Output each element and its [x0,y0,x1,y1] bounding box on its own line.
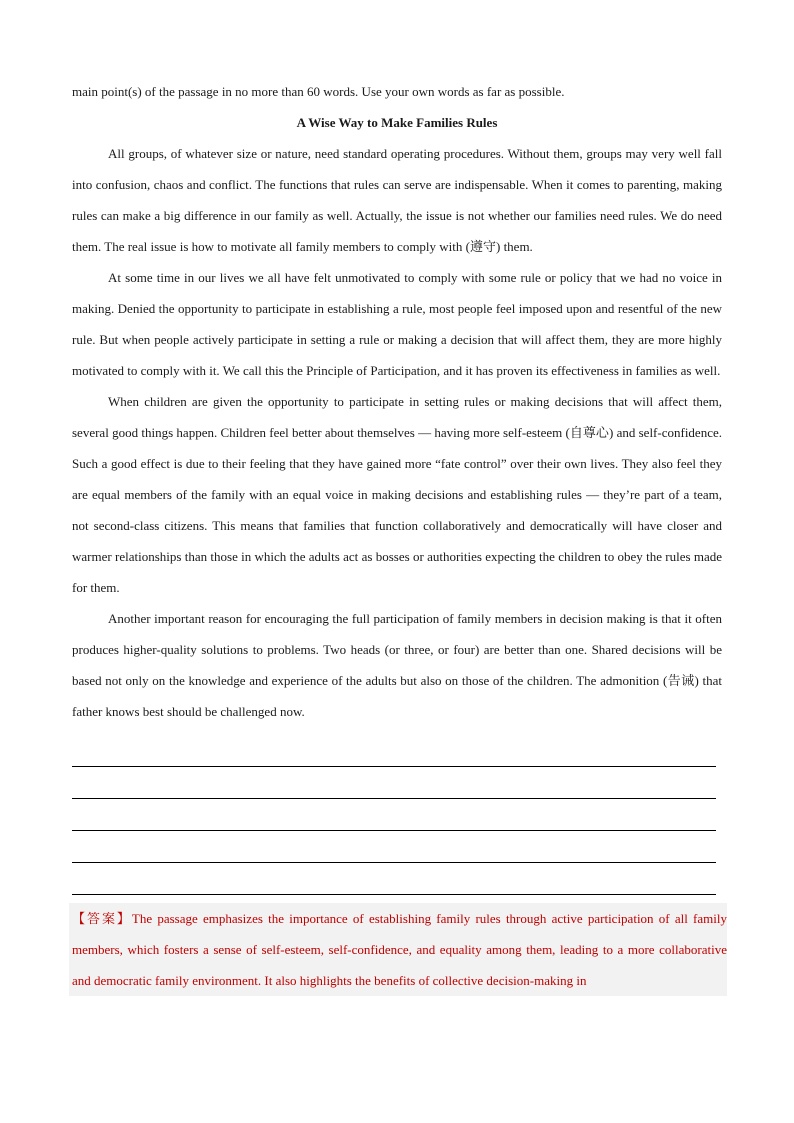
passage-title: A Wise Way to Make Families Rules [296,115,498,130]
document-page [72,76,727,996]
writing-line[interactable] [72,831,716,863]
writing-line[interactable] [72,767,716,799]
answer-writing-lines [72,735,722,895]
passage-paragraph-1: All groups, of whatever size or nature, need standard operating procedures. Without them, groups may very well fall into confusion, chaos and conflict. The functions that rules can serve are indispensable. When it comes to parenting, making rules can make a big difference in our family as well. Actually, the issue is not whether our families need rules. We do need them. The real issue is how to motivate all family members to comply with (遵守) them. [72,146,722,254]
passage-paragraph-3: When children are given the opportunity to participate in setting rules or making decisions that will affect them, several good things happen. Children feel better about themselves — having more self-esteem (自尊心) and self-confidence. Such a good effect is due to their feeling that they have gained more “fate control” over their own lives. They also feel they are equal members of the family with an equal voice in making decisions and establishing rules — they’re part of a team, not second-class citizens. This means that families that function collaboratively and democratically will have closer and warmer relationships than those in which the adults act as bosses or authorities expecting the children to obey the rules made for them. [72,394,722,595]
answer-text: The passage emphasizes the importance of establishing family rules through active participation of all family members, which fosters a sense of self-esteem, self-confidence, and equality among them, leading to a more collaborative and democratic family environment. It also highlights the benefits of collective decision-making in [72,911,727,988]
task-instruction: main point(s) of the passage in no more than 60 words. Use your own words as far as possible. [72,84,565,99]
writing-line[interactable] [72,863,716,895]
passage-paragraph-2: At some time in our lives we all have felt unmotivated to comply with some rule or policy that we had no voice in making. Denied the opportunity to participate in establishing a rule, most people feel imposed upon and resentful of the new rule. But when people actively participate in setting a rule or making a decision that will affect them, they are more highly motivated to comply with it. We call this the Principle of Participation, and it has proven its effectiveness in families as well. [72,270,722,378]
answer-tag: 【答案】 [72,911,132,926]
writing-line[interactable] [72,735,716,767]
answer-block [69,903,727,996]
passage-paragraph-4: Another important reason for encouraging the full participation of family members in decision making is that it often produces higher-quality solutions to problems. Two heads (or three, or four) are better than one. Shared decisions will be based not only on the knowledge and experience of the adults but also on those of the children. The admonition (告诫) that father knows best should be challenged now. [72,611,722,719]
writing-line[interactable] [72,799,716,831]
